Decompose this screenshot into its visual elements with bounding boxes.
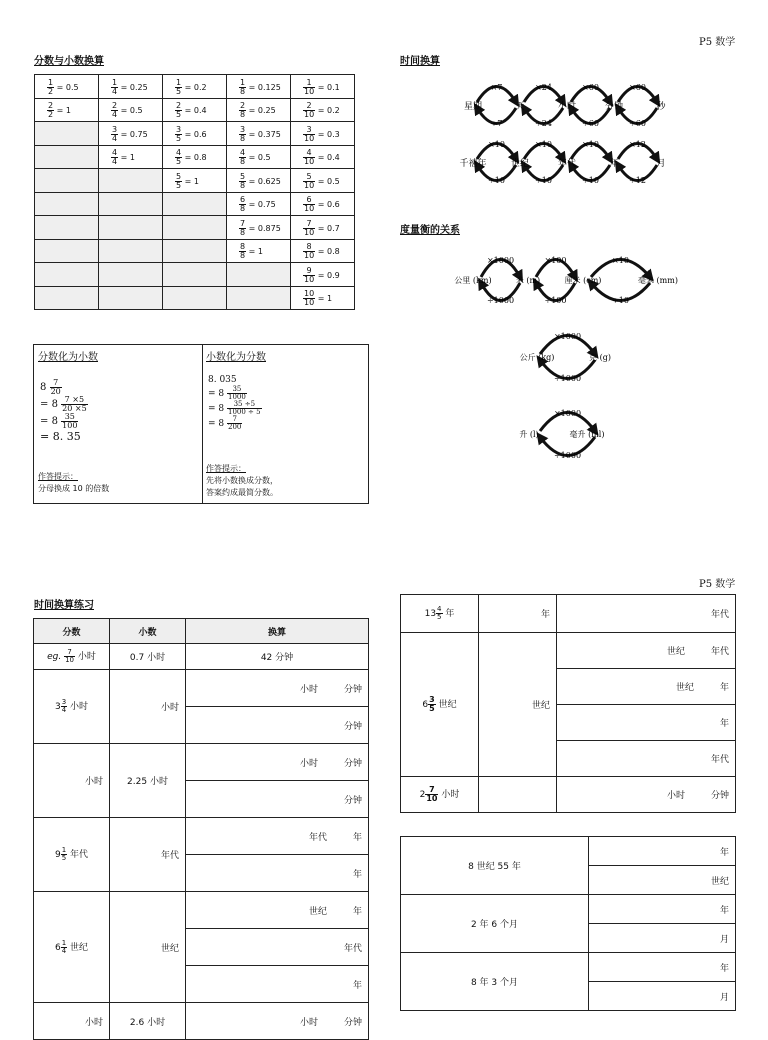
- practice-title: 时间换算练习: [34, 600, 94, 611]
- fraction-cell: $\frac{5}{5}$ = 1: [163, 169, 227, 193]
- empty-cell: [35, 216, 99, 240]
- work-fraction-2: $\frac{7 \times 5}{20 \times 5}$: [62, 395, 87, 413]
- practice-table-2: [400, 594, 736, 813]
- table-row: 2 $\frac{7}{10}$ 小时 小时 分钟: [401, 777, 736, 813]
- table-row: 2 年 6 个月 年: [401, 895, 736, 924]
- answer-cell[interactable]: 月: [589, 982, 736, 1011]
- multiply-label: ×60: [582, 83, 599, 92]
- answer-cell[interactable]: 分钟: [186, 707, 369, 744]
- table-row: [35, 122, 355, 146]
- table-row: [35, 75, 355, 99]
- unit-label: 公里 (km): [454, 276, 492, 285]
- fraction-cell: $\frac{4}{10}$ = 0.4: [291, 145, 355, 169]
- table-row: 6 $\frac{1}{4}$ 世纪 世纪 世纪 年: [34, 892, 369, 929]
- unit-label: 秒: [656, 102, 666, 112]
- divide-label: ÷100: [544, 296, 567, 305]
- empty-cell: [99, 239, 163, 263]
- multiply-label: ×12: [629, 140, 646, 149]
- empty-cell: [35, 169, 99, 193]
- empty-cell: [35, 192, 99, 216]
- answer-cell[interactable]: 月: [589, 924, 736, 953]
- empty-cell: [99, 192, 163, 216]
- fraction-cell: $\frac{3}{5}$ = 0.6: [163, 122, 227, 146]
- divide-label: ÷7: [490, 119, 503, 128]
- fraction-decimal-table: [34, 74, 355, 310]
- table-row: 9 $\frac{1}{5}$ 年代 年代 年代 年: [34, 818, 369, 855]
- unit-label: 毫米 (mm): [638, 276, 678, 285]
- unit-label: 年代: [557, 159, 577, 169]
- empty-cell: [99, 286, 163, 310]
- rwork-fraction-1: $\frac{35}{1000}$: [228, 384, 246, 401]
- work-start: 8. 035: [208, 375, 237, 385]
- multiply-label: ×100: [544, 256, 567, 265]
- decimal-to-fraction-title: 小数化为分数: [206, 352, 266, 363]
- answer-cell[interactable]: 年: [589, 837, 736, 866]
- time-conversion-title: 时间换算: [400, 56, 440, 67]
- fraction-cell: $\frac{2}{4}$ = 0.5: [99, 98, 163, 122]
- fraction-decimal-title: 分数与小数换算: [34, 56, 104, 67]
- unit-label: 千禧年: [459, 159, 487, 169]
- answer-cell[interactable]: 世纪 年: [186, 892, 369, 929]
- fraction-cell: $\frac{4}{8}$ = 0.5: [227, 145, 291, 169]
- fraction-cell: $\frac{3}{8}$ = 0.375: [227, 122, 291, 146]
- decimal-to-fraction-panel: [202, 345, 368, 503]
- multiply-label: ×10: [488, 140, 505, 149]
- table-row: [35, 263, 355, 287]
- unit-label: 厘米 (cm): [564, 276, 602, 285]
- rwork-fraction-3: $\frac{7}{200}$: [228, 414, 242, 431]
- unit-label: 小时: [557, 102, 577, 112]
- multiply-label: ×1000: [553, 409, 582, 418]
- empty-cell: [163, 192, 227, 216]
- empty-cell: [163, 216, 227, 240]
- answer-cell[interactable]: 年代: [557, 595, 736, 633]
- unit-label: 天: [515, 102, 525, 112]
- unit-label: 年: [609, 159, 619, 169]
- table-row: eg. $\frac{7}{10}$ 小时 0.7 小时 42 分钟: [34, 644, 369, 670]
- empty-cell: [227, 263, 291, 287]
- unit-label: 米 (m): [515, 276, 541, 285]
- fraction-cell: $\frac{2}{10}$ = 0.2: [291, 98, 355, 122]
- empty-cell: [35, 286, 99, 310]
- fraction-cell: $\frac{1}{2}$ = 0.5: [35, 75, 99, 99]
- fraction-cell: $\frac{4}{4}$ = 1: [99, 145, 163, 169]
- fraction-cell: $\frac{5}{10}$ = 0.5: [291, 169, 355, 193]
- empty-cell: [99, 169, 163, 193]
- time-conversion-diagram: [455, 78, 685, 193]
- rtip-text-2: 答案约成最简分数。: [206, 488, 278, 497]
- answer-cell[interactable]: [479, 777, 557, 813]
- fraction-cell: $\frac{1}{8}$ = 0.125: [227, 75, 291, 99]
- fraction-cell: $\frac{7}{10}$ = 0.7: [291, 216, 355, 240]
- rtip-text-1: 先将小数换成分数，: [206, 476, 278, 485]
- divide-label: ÷1000: [553, 374, 582, 383]
- fraction-cell: $\frac{9}{10}$ = 0.9: [291, 263, 355, 287]
- tip-title: 作答提示：: [38, 472, 78, 481]
- unit-label: 分钟: [604, 102, 624, 112]
- page-header-2: P5 数学: [699, 579, 736, 590]
- divide-label: ÷10: [612, 296, 629, 305]
- multiply-label: ×10: [582, 140, 599, 149]
- table-row: [35, 286, 355, 310]
- unit-label: 公斤 (kg): [519, 353, 555, 362]
- fraction-cell: $\frac{7}{8}$ = 0.875: [227, 216, 291, 240]
- divide-label: ÷60: [582, 119, 599, 128]
- divide-label: ÷1000: [553, 451, 582, 460]
- table-row: 8 年 3 个月 年: [401, 953, 736, 982]
- answer-cell[interactable]: 年代: [557, 741, 736, 777]
- answer-cell[interactable]: 小时: [34, 1003, 110, 1040]
- divide-label: ÷60: [629, 119, 646, 128]
- rwork-fraction-2: $\frac{35 \div 5}{1000 \div 5}$: [228, 399, 261, 416]
- answer-cell[interactable]: 小时 分钟: [186, 1003, 369, 1040]
- divide-label: ÷10: [535, 176, 552, 185]
- divide-label: ÷12: [629, 176, 646, 185]
- fraction-cell: $\frac{3}{4}$ = 0.75: [99, 122, 163, 146]
- fraction-to-decimal-work: 8 $\frac{7}{20}$ = 8 $\frac{7 \times 5}{20 \times 5}$ = 8 $\frac{35}{100}$ = 8. 35: [40, 378, 87, 443]
- work-result: = 8. 35: [40, 430, 81, 443]
- multiply-label: ×24: [535, 83, 552, 92]
- fraction-cell: $\frac{10}{10}$ = 1: [291, 286, 355, 310]
- fraction-cell: $\frac{8}{8}$ = 1: [227, 239, 291, 263]
- decimal-to-fraction-work: 8. 035 = 8 $\frac{35}{1000}$ = 8 $\frac{35 \div 5}{1000 \div 5}$ = 8 $\frac{7}{200}$: [208, 375, 261, 431]
- work-eq: =: [40, 399, 49, 410]
- table-row: 3 $\frac{3}{4}$ 小时 小时 小时 分钟: [34, 670, 369, 707]
- fraction-cell: $\frac{3}{10}$ = 0.3: [291, 122, 355, 146]
- work-fraction-3: $\frac{35}{100}$: [62, 412, 78, 430]
- multiply-label: ×1000: [486, 256, 515, 265]
- divide-label: ÷1000: [486, 296, 515, 305]
- unit-label: 月: [656, 159, 666, 169]
- table-row: [35, 216, 355, 240]
- fraction-cell: $\frac{2}{5}$ = 0.4: [163, 98, 227, 122]
- fraction-to-decimal-title: 分数化为小数: [38, 352, 98, 363]
- unit-label: 毫升 (ml): [569, 430, 605, 439]
- fraction-cell: $\frac{2}{2}$ = 1: [35, 98, 99, 122]
- measurement-diagram: [445, 250, 695, 460]
- answer-cell[interactable]: 小时 分钟: [186, 744, 369, 781]
- unit-label: 升 (l): [519, 430, 539, 439]
- empty-cell: [163, 263, 227, 287]
- table-row: 小时 2.25 小时 小时 分钟: [34, 744, 369, 781]
- answer-cell[interactable]: 小时: [34, 744, 110, 818]
- answer-cell[interactable]: 小时 分钟: [557, 777, 736, 813]
- unit-label: 克 (g): [589, 353, 611, 362]
- divide-label: ÷24: [535, 119, 552, 128]
- col-conversion: 换算: [186, 619, 369, 644]
- divide-label: ÷10: [488, 176, 505, 185]
- fraction-cell: $\frac{6}{10}$ = 0.6: [291, 192, 355, 216]
- answer-cell[interactable]: 年代: [186, 929, 369, 966]
- answer-cell[interactable]: 年: [557, 705, 736, 741]
- fraction-cell: $\frac{8}{10}$ = 0.8: [291, 239, 355, 263]
- fraction-cell: $\frac{1}{5}$ = 0.2: [163, 75, 227, 99]
- multiply-label: ×60: [629, 83, 646, 92]
- measurement-title: 度量衡的关系: [400, 225, 460, 236]
- answer-cell[interactable]: 年: [186, 966, 369, 1003]
- rtip-title: 作答提示：: [206, 464, 246, 473]
- empty-cell: [99, 263, 163, 287]
- empty-cell: [35, 122, 99, 146]
- answer-cell[interactable]: 世纪 年代: [557, 633, 736, 669]
- answer-cell[interactable]: 分钟: [186, 781, 369, 818]
- tip-text: 分母换成 10 的倍数: [38, 484, 110, 493]
- fraction-cell: $\frac{1}{4}$ = 0.25: [99, 75, 163, 99]
- answer-cell[interactable]: 年: [186, 855, 369, 892]
- answer-cell[interactable]: 世纪: [479, 633, 557, 777]
- unit-label: 世纪: [510, 159, 530, 169]
- multiply-label: ×1000: [553, 332, 582, 341]
- answer-cell[interactable]: 年: [479, 595, 557, 633]
- empty-cell: [35, 239, 99, 263]
- answer-cell[interactable]: 世纪 年: [557, 669, 736, 705]
- table-row: [35, 98, 355, 122]
- empty-cell: [35, 145, 99, 169]
- fraction-cell: $\frac{2}{8}$ = 0.25: [227, 98, 291, 122]
- col-fraction: 分数: [34, 619, 110, 644]
- work-whole: 8: [40, 382, 47, 393]
- answer-cell[interactable]: 年: [589, 953, 736, 982]
- multiply-label: ×7: [490, 83, 503, 92]
- fraction-to-decimal-panel: [34, 345, 203, 503]
- divide-label: ÷10: [582, 176, 599, 185]
- table-row: [35, 192, 355, 216]
- unit-label: 星期: [463, 102, 483, 112]
- answer-cell[interactable]: 小时 分钟: [186, 670, 369, 707]
- answer-cell[interactable]: 世纪: [110, 892, 186, 1003]
- empty-cell: [35, 263, 99, 287]
- table-row: 13 $\frac{4}{5}$ 年 年 年代: [401, 595, 736, 633]
- table-row: 8 世纪 55 年 年: [401, 837, 736, 866]
- empty-cell: [227, 286, 291, 310]
- table-row: [35, 239, 355, 263]
- fraction-cell: $\frac{1}{10}$ = 0.1: [291, 75, 355, 99]
- col-decimal: 小数: [110, 619, 186, 644]
- answer-cell[interactable]: 世纪: [589, 866, 736, 895]
- answer-cell[interactable]: 年: [589, 895, 736, 924]
- table-row: [35, 145, 355, 169]
- fraction-cell: $\frac{6}{8}$ = 0.75: [227, 192, 291, 216]
- answer-cell[interactable]: 小时: [110, 670, 186, 744]
- table-row: [35, 169, 355, 193]
- fraction-cell: $\frac{5}{8}$ = 0.625: [227, 169, 291, 193]
- empty-cell: [99, 216, 163, 240]
- answer-cell[interactable]: 年代: [110, 818, 186, 892]
- table-row: 6 $\frac{3}{5}$ 世纪 世纪 世纪 年代: [401, 633, 736, 669]
- work-fraction-1: $\frac{7}{20}$: [50, 378, 61, 396]
- practice-table-3: [400, 836, 736, 1011]
- empty-cell: [163, 286, 227, 310]
- page-header: P5 数学: [699, 37, 736, 48]
- practice-table: [33, 618, 369, 1040]
- answer-cell[interactable]: 年代 年: [186, 818, 369, 855]
- table-row: 小时 2.6 小时 小时 分钟: [34, 1003, 369, 1040]
- multiply-label: ×10: [535, 140, 552, 149]
- conversion-box: [33, 344, 369, 504]
- fraction-cell: $\frac{4}{5}$ = 0.8: [163, 145, 227, 169]
- empty-cell: [163, 239, 227, 263]
- multiply-label: ×10: [612, 256, 629, 265]
